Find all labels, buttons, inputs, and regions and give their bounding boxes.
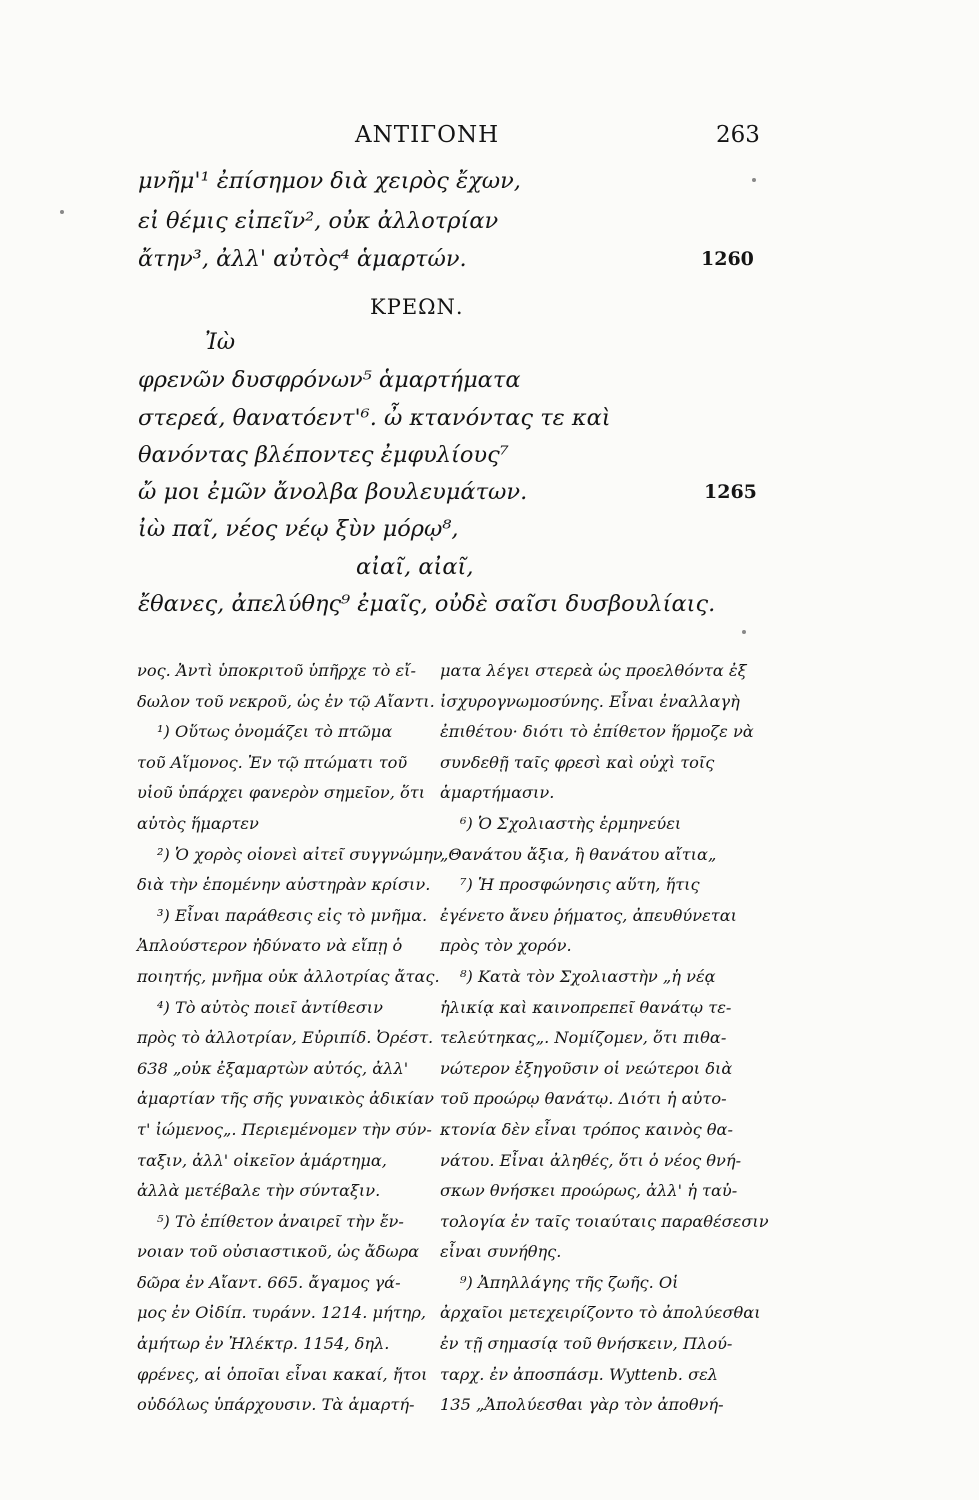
note-line: ⁴) Τὸ αὐτὸς ποιεῖ ἀντίθεσιν [157, 997, 383, 1017]
note-line: ἀλλὰ μετέβαλε τὴν σύνταξιν. [137, 1181, 381, 1201]
note-line: ταξιν, ἀλλ' οἰκεῖον ἁμάρτημα, [137, 1150, 387, 1170]
verse-line: αἰαῖ, αἰαῖ, [356, 554, 474, 580]
note-line: πρὸς τὸν χορόν. [440, 936, 572, 956]
note-line: τολογία ἐν ταῖς τοιαύταις παραθέσεσιν [440, 1211, 769, 1231]
note-line: „Θανάτου ἄξια, ἢ θανάτου αἴτια„ [440, 844, 717, 864]
verse-line: φρενῶν δυσφρόνων⁵ ἁμαρτήματα [138, 367, 521, 393]
note-line: ποιητής, μνῆμα οὐκ ἀλλοτρίας ἄτας. [137, 966, 440, 986]
verse-line: στερεά, θανατόεντ'⁶. ὦ κτανόντας τε καὶ [138, 405, 611, 431]
note-line: νάτου. Εἶναι ἀληθές, ὅτι ὁ νέος θνή- [440, 1150, 742, 1170]
note-line: ἁμαρτίαν τῆς σῆς γυναικὸς ἀδικίαν [137, 1089, 434, 1109]
paper-speck [752, 178, 756, 182]
footnotes-left-column [137, 656, 443, 1421]
note-line: τοῦ Αἵμονος. Ἐν τῷ πτώματι τοῦ [137, 752, 408, 772]
speaker-name: ΚΡΕΩΝ. [370, 295, 464, 319]
paper-speck [60, 210, 64, 214]
note-line: ¹) Οὕτως ὀνομάζει τὸ πτῶμα [157, 722, 393, 742]
note-line: ἀμήτωρ ἐν Ἠλέκτρ. 1154, δηλ. [137, 1334, 390, 1354]
note-line: εἶναι συνήθης. [440, 1242, 562, 1262]
note-line: ταρχ. ἐν ἀποσπάσμ. Wyttenb. σελ [440, 1364, 719, 1384]
verse-line: μνῆμ'¹ ἐπίσημον διὰ χειρὸς ἔχων, [138, 168, 521, 194]
note-line: ⁹) Ἀπηλλάγης τῆς ζωῆς. Οἱ [460, 1272, 679, 1292]
note-line: ⁵) Τὸ ἐπίθετον ἀναιρεῖ τὴν ἔν- [157, 1211, 404, 1231]
note-line: ἐν τῇ σημασίᾳ τοῦ θνήσκειν, Πλού- [440, 1334, 733, 1354]
note-line: φρένες, αἱ ὁποῖαι εἶναι κακαί, ἤτοι [137, 1364, 428, 1384]
note-line: Ἁπλούστερον ἠδύνατο νὰ εἴπῃ ὁ [137, 936, 403, 956]
note-line: σκων θνήσκει προώρως, ἀλλ' ἡ ταὐ- [440, 1181, 738, 1201]
note-line: υἱοῦ ὑπάρχει φανερὸν σημεῖον, ὅτι [137, 783, 426, 803]
note-line: ματα λέγει στερεὰ ὡς προελθόντα ἐξ [440, 661, 747, 680]
verse-line: ἰὼ παῖ, νέος νέῳ ξὺν μόρῳ⁸, [138, 516, 459, 542]
paper-speck [742, 630, 746, 634]
verse-line: ἔθανες, ἀπελύθης⁹ ἐμαῖς, οὐδὲ σαῖσι δυσβουλίαις. [138, 591, 716, 617]
line-number: 1260 [701, 248, 754, 270]
verse-line: Ἰὼ [205, 329, 236, 355]
note-line: τοῦ προώρῳ θανάτῳ. Διότι ἡ αὐτο- [440, 1089, 727, 1109]
note-line: ⁶) Ὁ Σχολιαστὴς ἑρμηνεύει [460, 813, 682, 833]
note-line: ἁμαρτήμασιν. [440, 783, 555, 803]
note-line: κτονία δὲν εἶναι τρόπος καινὸς θα- [440, 1119, 733, 1139]
note-line: ²) Ὁ χορὸς οἱονεὶ αἰτεῖ συγγνώμην [157, 844, 443, 864]
note-line: 638 „οὐκ ἐξαμαρτὼν αὐτός, ἀλλ' [137, 1058, 409, 1078]
verse-line: θανόντας βλέποντες ἐμφυλίους⁷ [138, 442, 509, 468]
note-line: νοιαν τοῦ οὐσιαστικοῦ, ὡς ἄδωρα [137, 1242, 420, 1262]
note-line: συνδεθῇ ταῖς φρεσὶ καὶ οὐχὶ τοῖς [440, 752, 715, 772]
note-line: ⁷) Ἡ προσφώνησις αὕτη, ἥτις [460, 875, 700, 895]
footnotes-right-column [440, 656, 769, 1421]
note-line: ἐγένετο ἄνευ ῥήματος, ἀπευθύνεται [440, 905, 738, 925]
note-line: τελεύτηκας„. Νομίζομεν, ὅτι πιθα- [440, 1028, 727, 1048]
verse-line: ὤ μοι ἐμῶν ἄνολβα βουλευμάτων. [138, 479, 528, 505]
note-line: διὰ τὴν ἑπομένην αὐστηρὰν κρίσιν. [137, 875, 431, 895]
note-line: 135 „Ἀπολύεσθαι γὰρ τὸν ἀποθνή- [440, 1395, 724, 1415]
note-line: αὐτὸς ἥμαρτεν [137, 813, 259, 833]
verse-line: ἄτην³, ἀλλ' αὐτὸς⁴ ἁμαρτών. [138, 246, 467, 272]
note-line: μος ἐν Οἰδίπ. τυράνν. 1214. μήτηρ, [137, 1303, 427, 1323]
note-line: οὐδόλως ὑπάρχουσιν. Τὰ ἁμαρτή- [137, 1395, 415, 1415]
note-line: πρὸς τὸ ἀλλοτρίαν, Εὐριπίδ. Ὀρέστ. [137, 1028, 434, 1048]
note-line: ἰσχυρογνωμοσύνης. Εἶναι ἐναλλαγὴ [440, 691, 740, 711]
page-number: 263 [716, 122, 760, 148]
note-line: ἀρχαῖοι μετεχειρίζοντο τὸ ἀπολύεσθαι [440, 1303, 761, 1323]
line-number: 1265 [704, 481, 757, 503]
note-line: δωλον τοῦ νεκροῦ, ὡς ἐν τῷ Αἴαντι. [137, 691, 435, 711]
note-line: νος. Ἀντὶ ὑποκριτοῦ ὑπῆρχε τὸ εἴ- [137, 661, 416, 680]
note-line: ⁸) Κατὰ τὸν Σχολιαστὴν „ἡ νέᾳ [460, 966, 716, 986]
note-line: δῶρα ἐν Αἴαντ. 665. ἄγαμος γά- [137, 1272, 401, 1292]
note-line: ³) Εἶναι παράθεσις εἰς τὸ μνῆμα. [157, 905, 428, 925]
note-line: ἐπιθέτου· διότι τὸ ἐπίθετον ἥρμοζε νὰ [440, 722, 754, 742]
running-head-title: ΑΝΤΙΓΟΝΗ [355, 122, 500, 148]
note-line: νώτερον ἐξηγοῦσιν οἱ νεώτεροι διὰ [440, 1058, 733, 1078]
note-line: τ' ἰώμενος„. Περιεμένομεν τὴν σύν- [137, 1119, 432, 1139]
verse-line: εἰ θέμις εἰπεῖν², οὐκ ἀλλοτρίαν [138, 208, 499, 234]
note-line: ἡλικίᾳ καὶ καινοπρεπεῖ θανάτῳ τε- [440, 997, 732, 1017]
